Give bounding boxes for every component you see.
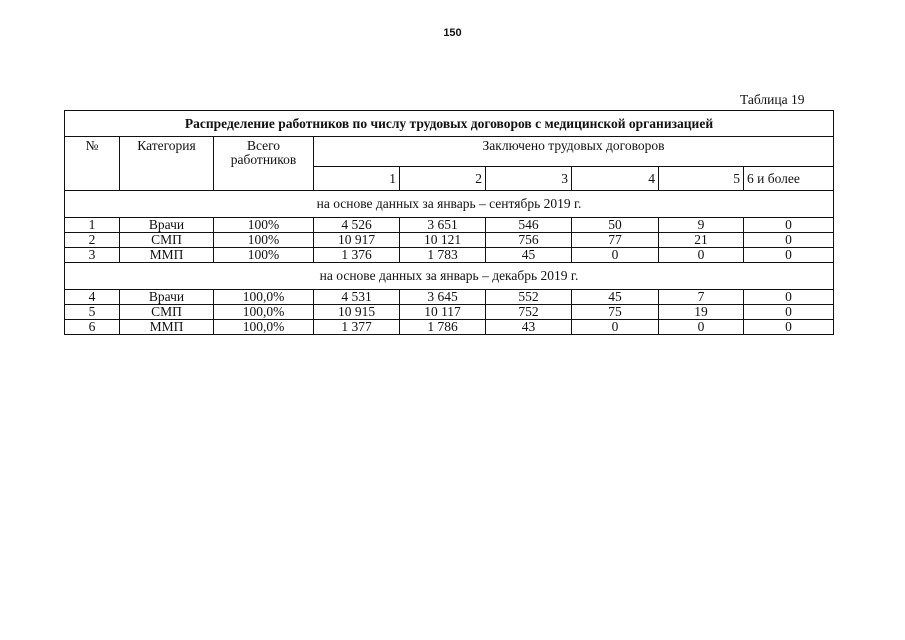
total-cell: 100,0%: [214, 320, 314, 335]
value-cell: 0: [744, 290, 834, 305]
header-contract-count: 4: [572, 167, 659, 191]
value-cell: 7: [659, 290, 744, 305]
header-total-workers: Всего работников: [214, 137, 314, 191]
header-contracts: Заключено трудовых договоров: [314, 137, 834, 167]
value-cell: 4 531: [314, 290, 400, 305]
header-category: Категория: [120, 137, 214, 191]
value-cell: 0: [744, 248, 834, 263]
header-contract-count: 1: [314, 167, 400, 191]
value-cell: 0: [659, 320, 744, 335]
table-row: [65, 233, 834, 248]
row-number: 2: [65, 233, 120, 248]
category-cell: СМП: [120, 233, 214, 248]
row-number: 1: [65, 218, 120, 233]
row-number: 4: [65, 290, 120, 305]
category-cell: ММП: [120, 248, 214, 263]
table-row: [65, 218, 834, 233]
period-heading: на основе данных за январь – декабрь 2019 г.: [65, 263, 834, 290]
value-cell: 10 117: [400, 305, 486, 320]
value-cell: 752: [486, 305, 572, 320]
header-contract-count: 3: [486, 167, 572, 191]
value-cell: 0: [659, 248, 744, 263]
page-number: 150: [443, 27, 462, 39]
value-cell: 50: [572, 218, 659, 233]
value-cell: 10 917: [314, 233, 400, 248]
value-cell: 10 121: [400, 233, 486, 248]
table-title: Распределение работников по числу трудовых договоров с медицинской организацией: [65, 111, 834, 137]
value-cell: 45: [486, 248, 572, 263]
value-cell: 0: [572, 248, 659, 263]
total-cell: 100,0%: [214, 305, 314, 320]
value-cell: 10 915: [314, 305, 400, 320]
value-cell: 4 526: [314, 218, 400, 233]
value-cell: 1 786: [400, 320, 486, 335]
header-contract-count: 5: [659, 167, 744, 191]
value-cell: 1 377: [314, 320, 400, 335]
table-row: [65, 320, 834, 335]
value-cell: 1 376: [314, 248, 400, 263]
value-cell: 0: [572, 320, 659, 335]
value-cell: 3 651: [400, 218, 486, 233]
table-row: [65, 248, 834, 263]
value-cell: 75: [572, 305, 659, 320]
category-cell: ММП: [120, 320, 214, 335]
category-cell: Врачи: [120, 218, 214, 233]
value-cell: 77: [572, 233, 659, 248]
period-heading: на основе данных за январь – сентябрь 2019 г.: [65, 191, 834, 218]
header-contract-count: 2: [400, 167, 486, 191]
value-cell: 19: [659, 305, 744, 320]
category-cell: СМП: [120, 305, 214, 320]
value-cell: 756: [486, 233, 572, 248]
value-cell: 1 783: [400, 248, 486, 263]
value-cell: 0: [744, 305, 834, 320]
value-cell: 546: [486, 218, 572, 233]
value-cell: 3 645: [400, 290, 486, 305]
value-cell: 43: [486, 320, 572, 335]
value-cell: 9: [659, 218, 744, 233]
total-cell: 100,0%: [214, 290, 314, 305]
table-row: [65, 305, 834, 320]
table-row: [65, 290, 834, 305]
value-cell: 21: [659, 233, 744, 248]
row-number: 5: [65, 305, 120, 320]
category-cell: Врачи: [120, 290, 214, 305]
total-cell: 100%: [214, 233, 314, 248]
header-number: №: [65, 137, 120, 191]
value-cell: 0: [744, 218, 834, 233]
row-number: 6: [65, 320, 120, 335]
value-cell: 45: [572, 290, 659, 305]
workers-contracts-table: [64, 110, 834, 335]
value-cell: 0: [744, 320, 834, 335]
row-number: 3: [65, 248, 120, 263]
table-caption: Таблица 19: [740, 92, 805, 107]
total-cell: 100%: [214, 248, 314, 263]
value-cell: 552: [486, 290, 572, 305]
header-contract-count: 6 и более: [744, 167, 834, 191]
total-cell: 100%: [214, 218, 314, 233]
value-cell: 0: [744, 233, 834, 248]
